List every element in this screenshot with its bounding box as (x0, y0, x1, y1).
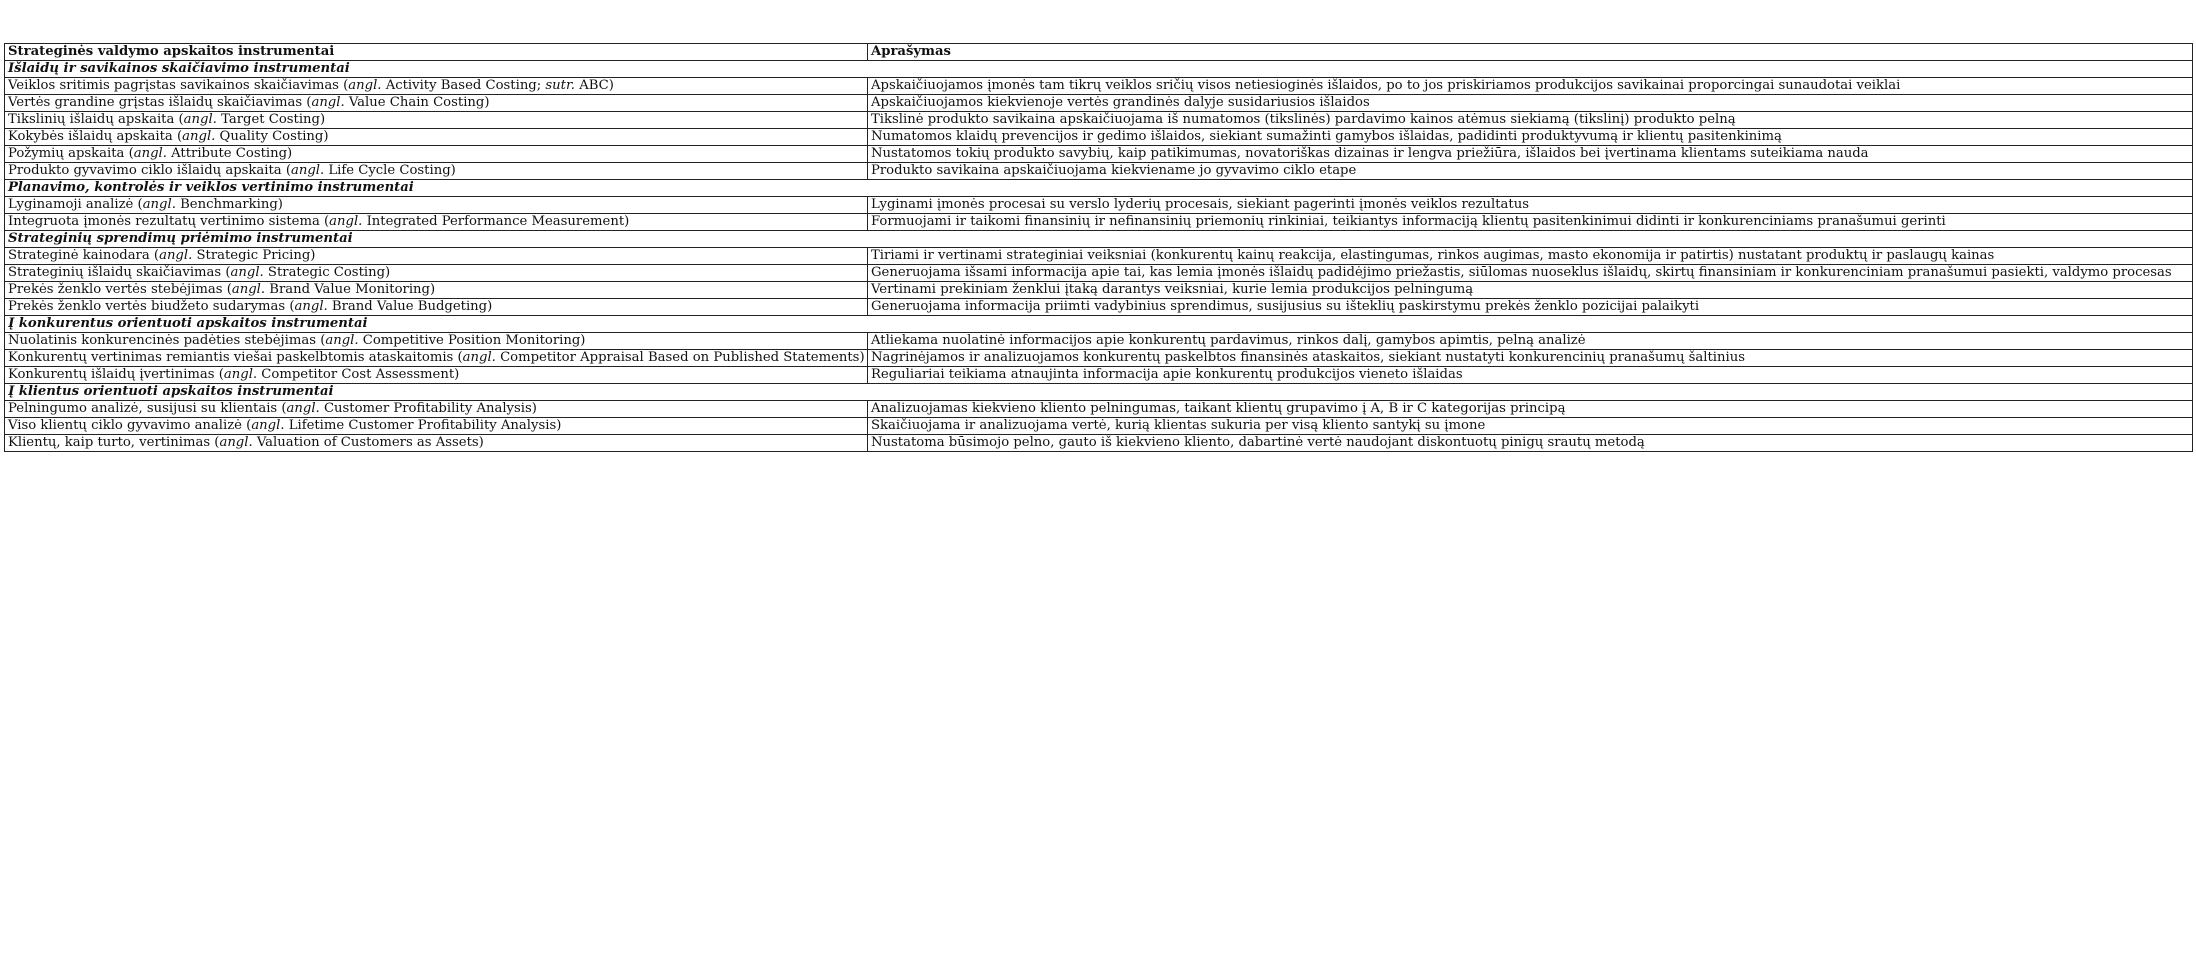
instrument-description: Nustatomos tokių produkto savybių, kaip patikimumas, novatoriškas dizainas ir lengva priežiūra, išlaidos bei įvertinama klientams suteikiama nauda (868, 146, 2193, 163)
table-row (5, 95, 2193, 112)
instrument-name-cell (5, 401, 868, 418)
abbr-angl: angl. (251, 418, 285, 434)
instrument-description: Produkto savikaina apskaičiuojama kiekviename jo gyvavimo ciklo etape (868, 163, 2193, 180)
instrument-name-cell (5, 214, 868, 231)
section-title: Į konkurentus orientuoti apskaitos instrumentai (5, 316, 2193, 333)
table-row (5, 197, 2193, 214)
section-row (5, 180, 2193, 197)
instrument-name: Strateginių išlaidų skaičiavimas ( (8, 265, 231, 281)
instrument-name: Požymių apskaita ( (8, 146, 134, 162)
instrument-name: Strateginė kainodara ( (8, 248, 160, 264)
instrument-name-cell (5, 265, 868, 282)
table-row (5, 435, 2193, 452)
instrument-name-cell (5, 435, 868, 452)
instrument-description: Generuojama išsami informacija apie tai, kas lemia įmonės išlaidų padidėjimo priežastis, siūlomas nuoseklus išlaidų, skirtų finansiniam ir konkurenciniam pranašumui pasiekti, valdymo procesas (868, 265, 2193, 282)
instrument-description: Tiriami ir vertinami strateginiai veiksniai (konkurentų kainų reakcija, elastingumas, rinkos augimas, masto ekonomija ir patirtis) nustatant produktų ir paslaugų kainas (868, 248, 2193, 265)
instrument-english-name: Brand Value Budgeting) (327, 299, 493, 315)
instruments-table (4, 43, 2193, 452)
instrument-name: Prekės ženklo vertės stebėjimas ( (8, 282, 232, 298)
instrument-english-name: Competitor Cost Assessment) (257, 367, 460, 383)
instrument-description: Generuojama informacija priimti vadybinius sprendimus, susijusius su išteklių paskirstymu prekės ženklo pozicijai palaikyti (868, 299, 2193, 316)
abbr-angl: angl. (223, 367, 258, 383)
abbr-angl: angl. (183, 112, 217, 128)
instrument-name: Konkurentų vertinimas remiantis viešai paskelbtomis ataskaitomis ( (8, 350, 463, 366)
instrument-name-cell (5, 333, 868, 350)
table-row (5, 401, 2193, 418)
instrument-english-name: Quality Costing) (215, 129, 329, 145)
table-row (5, 78, 2193, 95)
instrument-english-name: Brand Value Monitoring) (265, 282, 436, 298)
instrument-name: Pelningumo analizė, susijusi su klientais ( (8, 401, 287, 417)
instrument-name-cell (5, 367, 868, 384)
instrument-name-cell (5, 163, 868, 180)
header-description: Aprašymas (868, 44, 2193, 61)
instrument-name: Klientų, kaip turto, vertinimas ( (8, 435, 220, 451)
instrument-description: Nagrinėjamos ir analizuojamos konkurentų paskelbtos finansinės ataskaitos, siekiant nustatyti konkurencinių pranašumų šaltinius (868, 350, 2193, 367)
instrument-name-cell (5, 95, 868, 112)
instrument-name: Konkurentų išlaidų įvertinimas ( (8, 367, 224, 383)
instrument-name: Kokybės išlaidų apskaita ( (8, 129, 183, 145)
instrument-name: Viso klientų ciklo gyvavimo analizė ( (8, 418, 252, 434)
table-row (5, 299, 2193, 316)
instrument-english-name: Customer Profitability Analysis) (319, 401, 537, 417)
instrument-name-cell (5, 282, 868, 299)
abbr-angl: angl. (311, 95, 345, 111)
instrument-english-name: Life Cycle Costing) (324, 163, 456, 179)
instrument-name: Lyginamoji analizė ( (8, 197, 143, 213)
table-row (5, 265, 2193, 282)
instrument-name: Tikslinių išlaidų apskaita ( (8, 112, 184, 128)
instrument-english-name: Attribute Costing) (166, 146, 293, 162)
table-row (5, 163, 2193, 180)
abbr-angl: angl. (286, 401, 320, 417)
abbr-angl: angl. (182, 129, 216, 145)
instrument-description: Reguliariai teikiama atnaujinta informacija apie konkurentų produkcijos vieneto išlaidas (868, 367, 2193, 384)
header-instruments: Strateginės valdymo apskaitos instrumentai (5, 44, 868, 61)
instrument-english-name: Benchmarking) (175, 197, 283, 213)
instrument-english-name: Target Costing) (216, 112, 326, 128)
instrument-name: Prekės ženklo vertės biudžeto sudarymas ( (8, 299, 295, 315)
instrument-abbreviation: ABC) (575, 78, 614, 94)
table-body (5, 61, 2193, 452)
table-row (5, 333, 2193, 350)
instrument-name-cell (5, 129, 868, 146)
instrument-english-name: Value Chain Costing) (344, 95, 490, 111)
abbr-angl: angl. (325, 333, 359, 349)
table-row (5, 129, 2193, 146)
section-row (5, 61, 2193, 78)
instrument-english-name: Lifetime Customer Profitability Analysis) (284, 418, 562, 434)
abbr-angl: angl. (231, 282, 266, 298)
section-title: Į klientus orientuoti apskaitos instrumentai (5, 384, 2193, 401)
abbr-angl: angl. (348, 78, 382, 94)
instrument-name-cell (5, 197, 868, 214)
section-row (5, 384, 2193, 401)
table-row (5, 112, 2193, 129)
abbr-angl: angl. (290, 163, 325, 179)
abbr-angl: angl. (230, 265, 264, 281)
instrument-name: Integruota įmonės rezultatų vertinimo sistema ( (8, 214, 330, 230)
abbr-angl: angl. (142, 197, 176, 213)
abbr-sutr: sutr. (545, 78, 575, 94)
instrument-name: Vertės grandine grįstas išlaidų skaičiavimas ( (8, 95, 312, 111)
instrument-name-cell (5, 350, 868, 367)
abbr-angl: angl. (159, 248, 193, 264)
instrument-description: Skaičiuojama ir analizuojama vertė, kurią klientas sukuria per visą kliento santykį su įmone (868, 418, 2193, 435)
instrument-description: Analizuojamas kiekvieno kliento pelningumas, taikant klientų grupavimo į A, B ir C kategorijas principą (868, 401, 2193, 418)
section-title: Strateginių sprendimų priėmimo instrumentai (5, 231, 2193, 248)
instrument-description: Apskaičiuojamos kiekvienoje vertės grandinės dalyje susidariusios išlaidos (868, 95, 2193, 112)
instrument-english-name: Valuation of Customers as Assets) (252, 435, 484, 451)
instrument-english-name: Integrated Performance Measurement) (362, 214, 630, 230)
instrument-name-cell (5, 418, 868, 435)
instrument-name-cell (5, 112, 868, 129)
instrument-english-name: Competitor Appraisal Based on Published Statements) (495, 350, 865, 366)
instrument-english-name: Competitive Position Monitoring) (358, 333, 586, 349)
table-row (5, 418, 2193, 435)
instrument-description: Vertinami prekiniam ženklui įtaką darantys veiksniai, kurie lemia produkcijos pelningumą (868, 282, 2193, 299)
abbr-angl: angl. (294, 299, 328, 315)
header-row (5, 44, 2193, 61)
instrument-description: Nustatoma būsimojo pelno, gauto iš kiekvieno kliento, dabartinė vertė naudojant diskontuotų pinigų srautų metodą (868, 435, 2193, 452)
instrument-english-name: Strategic Costing) (263, 265, 391, 281)
table-row (5, 248, 2193, 265)
instrument-name: Veiklos sritimis pagrįstas savikainos skaičiavimas ( (8, 78, 349, 94)
instrument-name-cell (5, 299, 868, 316)
table-row (5, 214, 2193, 231)
abbr-angl: angl. (329, 214, 363, 230)
instrument-name: Nuolatinis konkurencinės padėties stebėjimas ( (8, 333, 326, 349)
instrument-description: Tikslinė produkto savikaina apskaičiuojama iš numatomos (tikslinės) pardavimo kainos atėmus siekiamą (tikslinį) produkto pelną (868, 112, 2193, 129)
instrument-name-cell (5, 146, 868, 163)
section-title: Planavimo, kontrolės ir veiklos vertinimo instrumentai (5, 180, 2193, 197)
section-row (5, 316, 2193, 333)
instrument-description: Formuojami ir taikomi finansinių ir nefinansinių priemonių rinkiniai, teikiantys informaciją klientų pasitenkinimui didinti ir konkurenciniams pranašumui gerinti (868, 214, 2193, 231)
instrument-description: Atliekama nuolatinė informacijos apie konkurentų pardavimus, rinkos dalį, gamybos apimtis, pelną analizė (868, 333, 2193, 350)
instrument-english-name: Activity Based Costing; (381, 78, 546, 94)
instrument-description: Numatomos klaidų prevencijos ir gedimo išlaidos, siekiant sumažinti gamybos išlaidas, padidinti produktyvumą ir klientų pasitenkinimą (868, 129, 2193, 146)
section-title: Išlaidų ir savikainos skaičiavimo instrumentai (5, 61, 2193, 78)
abbr-angl: angl. (133, 146, 167, 162)
abbr-angl: angl. (219, 435, 253, 451)
instrument-name-cell (5, 78, 868, 95)
instrument-description: Apskaičiuojamos įmonės tam tikrų veiklos sričių visos netiesioginės išlaidos, po to jos priskiriamos produkcijos savikainai proporcingai sunaudotai veiklai (868, 78, 2193, 95)
table-row (5, 282, 2193, 299)
instrument-name: Produkto gyvavimo ciklo išlaidų apskaita ( (8, 163, 291, 179)
table-row (5, 350, 2193, 367)
instrument-english-name: Strategic Pricing) (192, 248, 316, 264)
table-row (5, 367, 2193, 384)
instrument-description: Lyginami įmonės procesai su verslo lyderių procesais, siekiant pagerinti įmonės veiklos rezultatus (868, 197, 2193, 214)
section-row (5, 231, 2193, 248)
instrument-name-cell (5, 248, 868, 265)
table-row (5, 146, 2193, 163)
abbr-angl: angl. (462, 350, 496, 366)
